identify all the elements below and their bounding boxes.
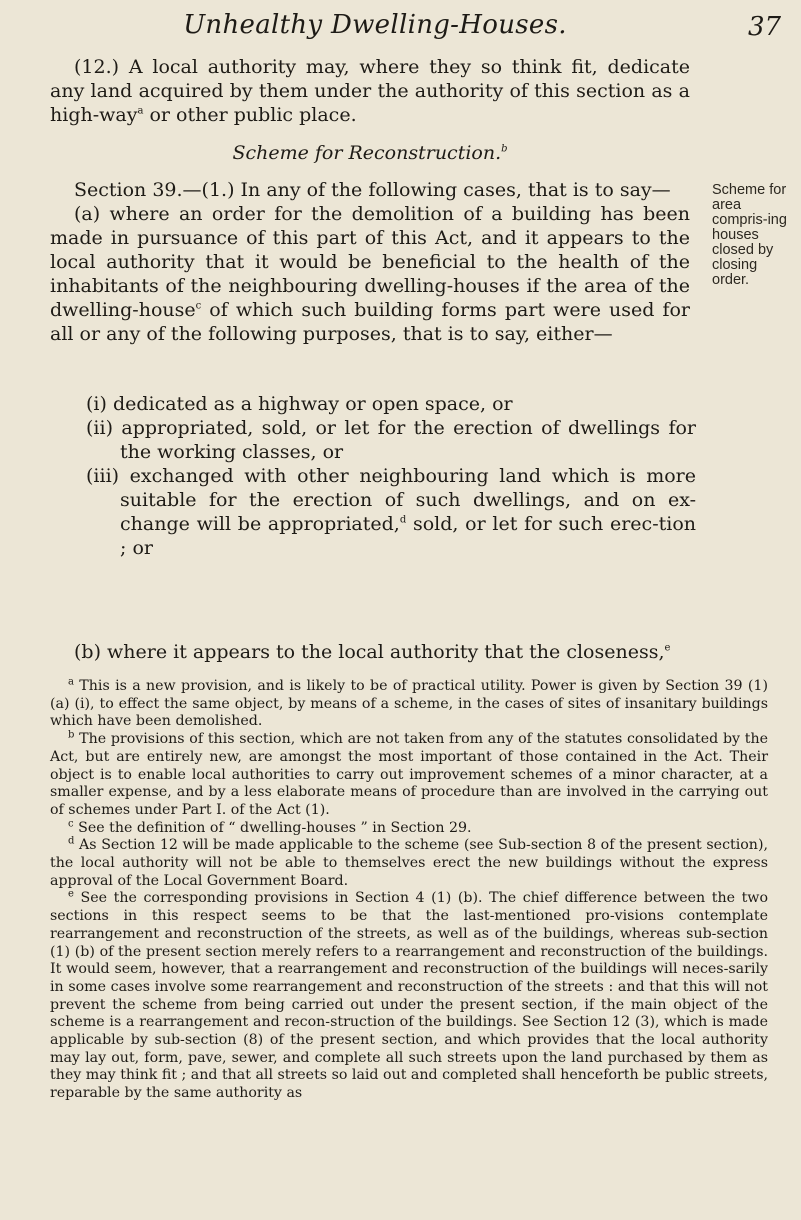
section-39-intro: Section 39.—(1.) In any of the following cases, that is to say— — [74, 179, 671, 201]
section-12-paragraph — [50, 55, 690, 127]
footnote-marker: a — [68, 676, 74, 688]
margin-note: Scheme for area compris-ing houses closed by closing order. — [712, 182, 787, 288]
footnote-c — [50, 817, 768, 838]
case-a — [50, 202, 690, 346]
footnote-text: See the definition of “ dwelling-houses ” in Section 29. — [73, 819, 472, 836]
footnote-marker: b — [68, 729, 75, 741]
case-b-paragraph — [50, 640, 690, 664]
heading-text: Scheme for Reconstruction. — [232, 142, 502, 164]
footnotes — [50, 678, 768, 1103]
list-item-ii: (ii) appropriated, sold, or let for the erection of dwellings for the working classes, or — [86, 417, 696, 463]
footnote-d — [50, 837, 768, 890]
footnote-ref-b: b — [501, 143, 508, 155]
purposes-list — [86, 392, 696, 560]
footnote-marker: e — [68, 888, 74, 900]
footnote-text: As Section 12 will be made applicable to the scheme (see Sub-section 8 of the present section), the local authority will not be able to themselves erect the new buildings without the express approval of the Local Government Board. — [50, 837, 768, 889]
footnote-b — [50, 731, 768, 820]
list-item-iii — [86, 464, 696, 560]
footnote-ref-c: c — [195, 300, 202, 312]
case-a-text-end: of which such building forms part were used for all or any of the following purposes, that is to say, either— — [50, 299, 690, 345]
section-heading — [50, 142, 690, 164]
case-a-text: (a) where an order for the demolition of a building has been made in pursuance of this part of this Act, and it appears to the local authority that it would be beneficial to the health of the inhabitants of the neighbouring dwelling-houses if the area of the dwelling-house — [50, 203, 690, 321]
page-number: 37 — [748, 12, 782, 42]
footnote-ref-e: e — [664, 642, 671, 654]
list-item-iii-text-end: sold, or let for such erec-tion ; or — [120, 513, 696, 559]
list-item-iii-text: (iii) exchanged with other neighbouring land which is more suitable for the erection of such dwellings, and on ex-change will be appropriated, — [86, 465, 696, 535]
section-39-paragraph — [50, 178, 690, 346]
footnote-ref-a: a — [137, 105, 144, 117]
running-title: Unhealthy Dwelling-Houses. — [183, 10, 567, 40]
footnote-text: See the corresponding provisions in Section 4 (1) (b). The chief difference between the two sections in this respect seems to be that the last-mentioned pro-visions contemplate rearrangement and reconstruction of the streets, as well as of the buildings, whereas sub-section (1) (b) of the present section merely refers to a rearrangement and reconstruction of the buildings. It would seem, however, that a rearrangement and reconstruction of the buildings will neces-sarily in some cases involve some rearrangement and reconstruction of the streets : and that this will not prevent the scheme from being carried out under the present section, if the main object of the scheme is a rearrangement and recon-struction of the buildings. See Section 12 (3), which is made applicable by sub-section (8) of the present section, and which provides that the local authority may lay out, form, pave, sewer, and complete all such streets upon the land purchased by them as they may think fit ; and that all streets so laid out and completed shall henceforth be public streets, reparable by the same authority as — [50, 890, 769, 1102]
footnote-text: The provisions of this section, which are not taken from any of the statutes consolidated by the Act, but are entirely new, are amongst the most important of those contained in the Act. Their object is to enable local authorities to carry out improvement schemes of a minor character, at a smaller expense, and by a less elaborate means of procedure than are involved in the carrying out of schemes under Part I. of the Act (1). — [50, 731, 768, 818]
section-12-text-end: or other public place. — [143, 104, 357, 126]
section-12-text: (12.) A local authority may, where they so think fit, dedicate any land acquired by them under the authority of this section as a high-way — [50, 56, 690, 126]
footnote-a — [50, 678, 768, 731]
list-item-i: (i) dedicated as a highway or open space, or — [86, 393, 513, 415]
footnote-e — [50, 890, 768, 1102]
footnote-ref-d: d — [399, 514, 407, 526]
footnote-text: This is a new provision, and is likely to be of practical utility. Power is given by Section 39 (1) (a) (i), to effect the same object, by means of a scheme, in the cases of sites of insanitary buildings which have been demolished. — [50, 678, 768, 730]
footnote-marker: c — [68, 817, 74, 829]
case-b-text: (b) where it appears to the local authority that the closeness, — [74, 641, 665, 663]
footnote-marker: d — [68, 835, 75, 847]
